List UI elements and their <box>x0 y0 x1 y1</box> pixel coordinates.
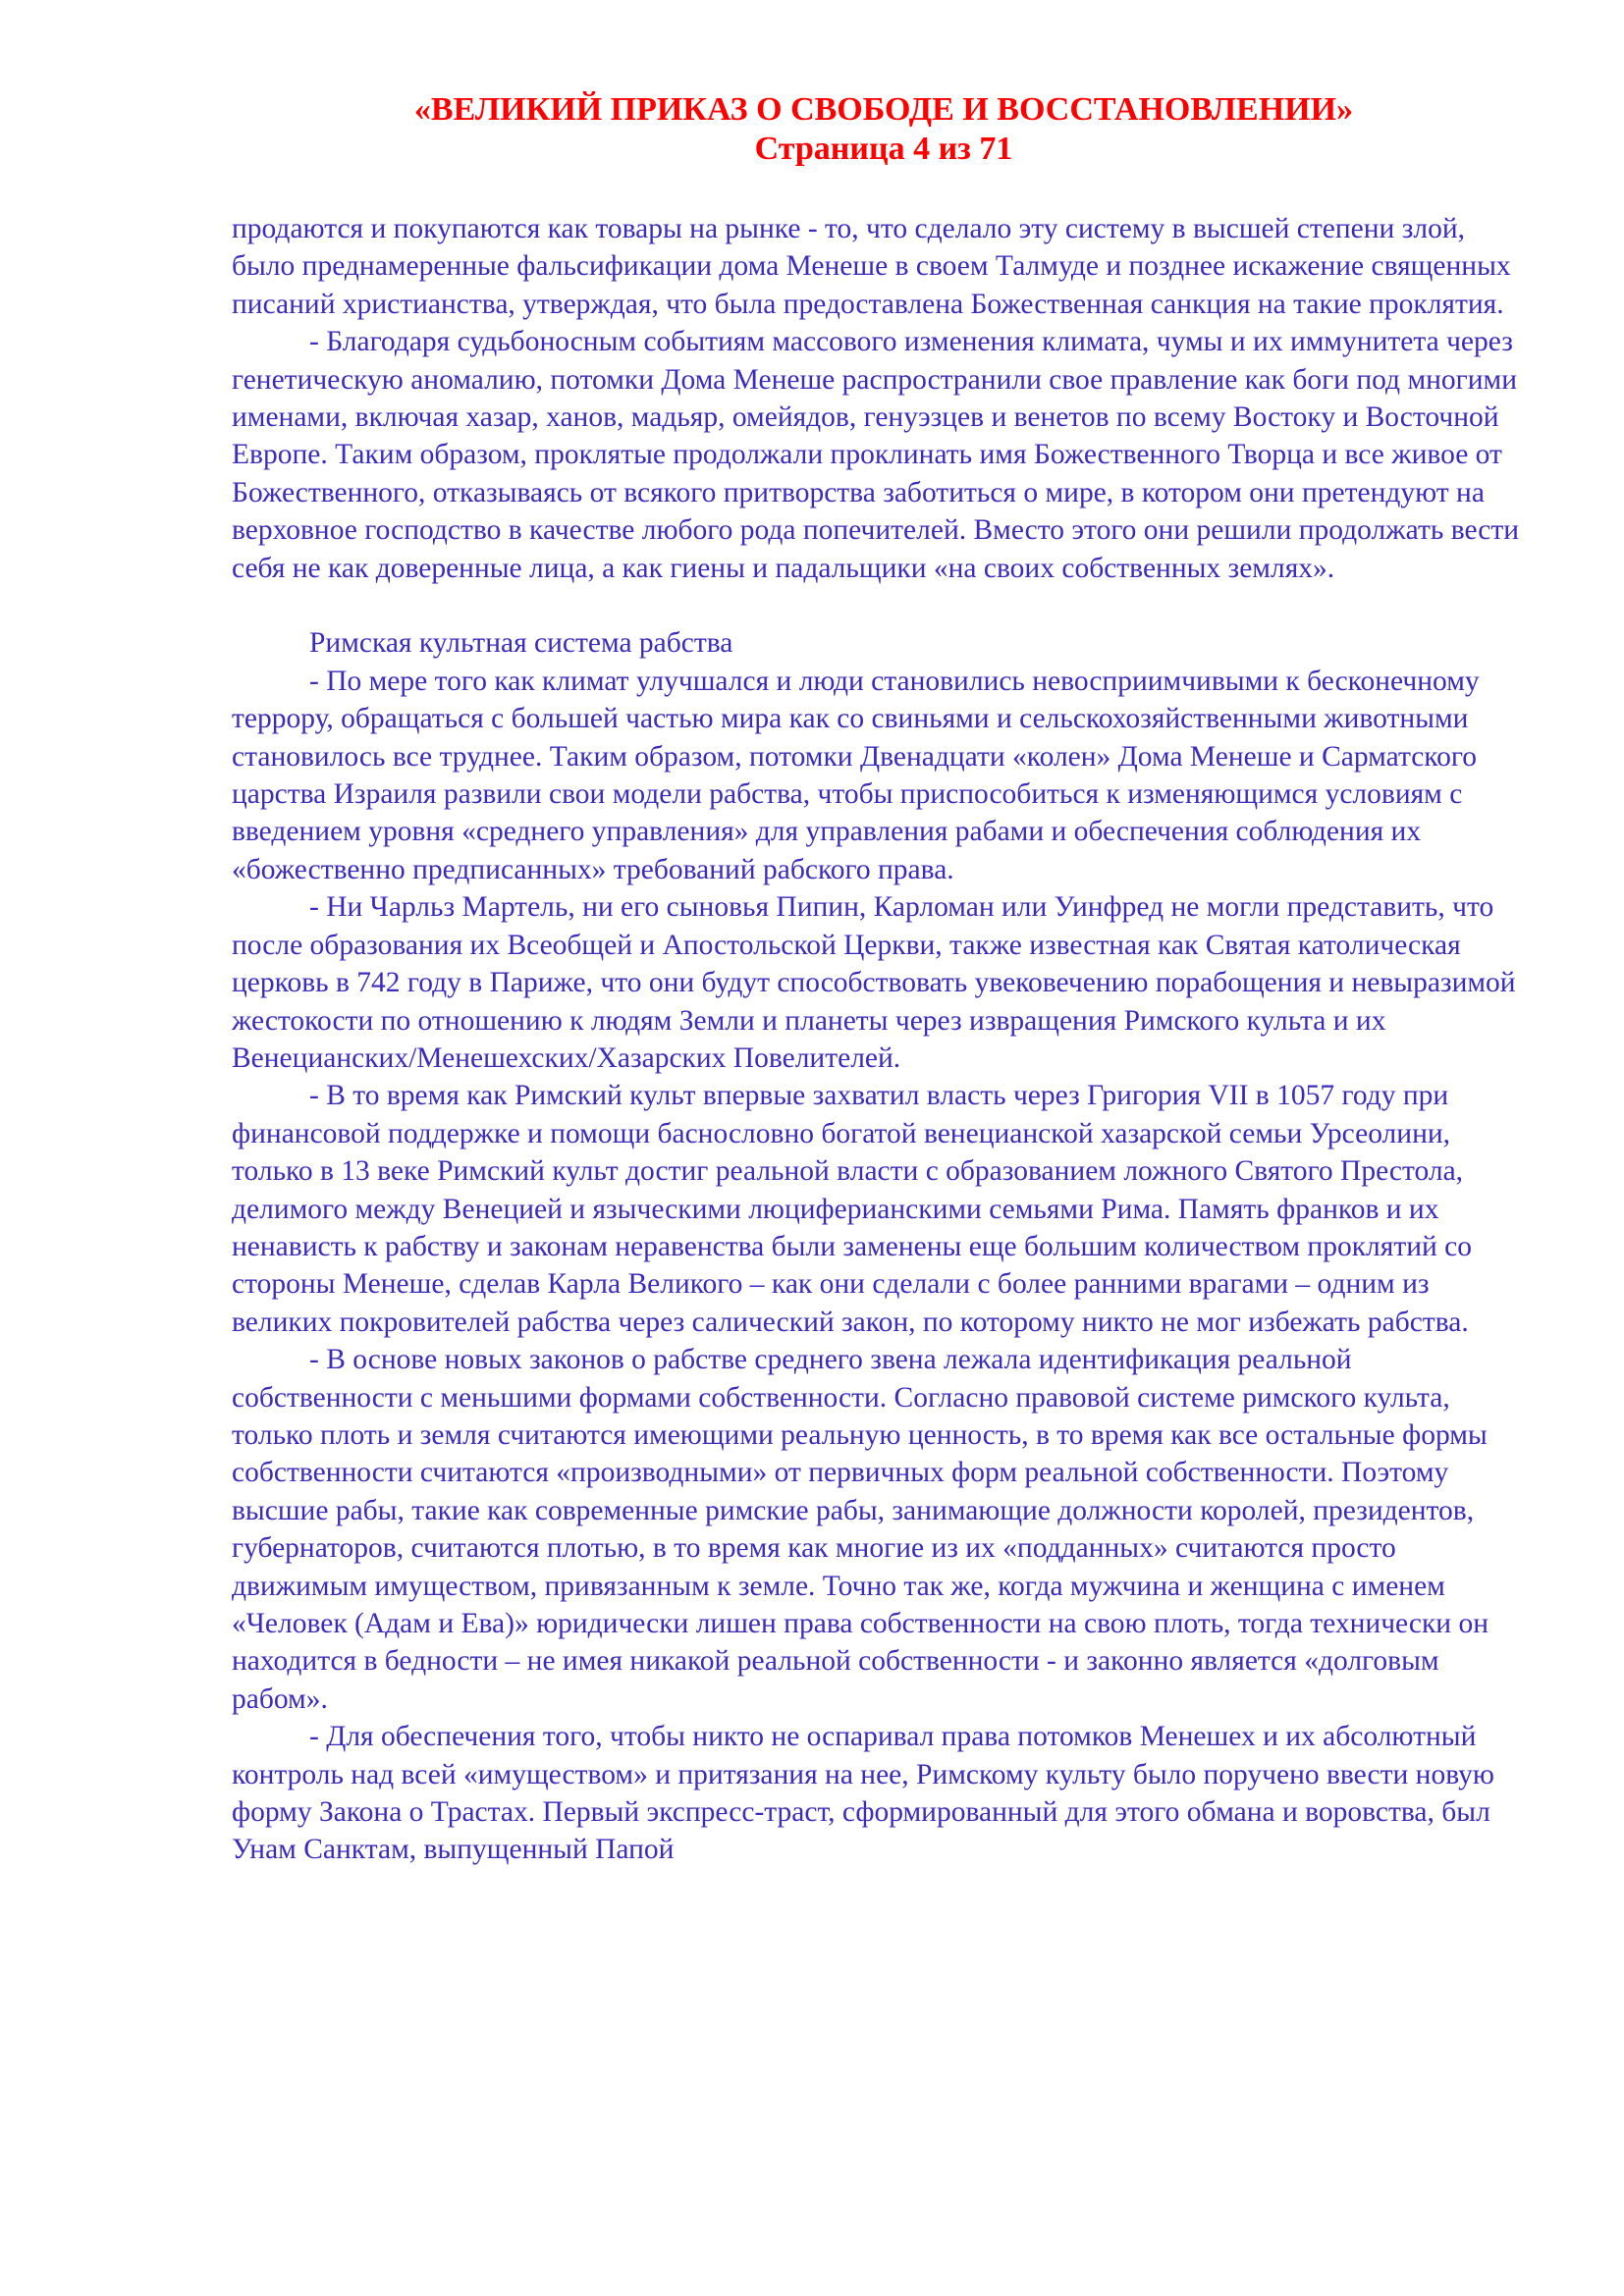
paragraph: - Для обеспечения того, чтобы никто не оспаривал права потомков Менешех и их абсолютный контроль над всей «имуществом» и притязания на нее, Римскому культу было поручено ввести новую форму Закона о Трастах. Первый экспресс-траст, сформированный для этого обмана и воровства, был Унам Санктам, выпущенный Папой <box>232 1721 1494 1866</box>
paragraph: - По мере того как климат улучшался и люди становились невосприимчивыми к бесконечному террору, обращаться с большей частью мира как со свиньями и сельскохозяйственными животными становилось все труднее. Таким образом, потомки Двенадцати «колен» Дома Менеше и Сарматского царства Израиля развили свои модели рабства, чтобы приспособиться к изменяющимся условиям с введением уровня «среднего управления» для управления рабами и обеспечения соблюдения их «божественно предписанных» требований рабского права. <box>232 665 1480 885</box>
paragraph: - В то время как Римский культ впервые захватил власть через Григория VII в 1057 году при финансовой поддержке и помощи баснословно богатой венецианской хазарской семьи Урсеолини, только в 13 веке Римский культ достиг реальной власти с образованием ложного Святого Престола, делимого между Венецией и языческими люциферианскими семьями Рима. Память франков и их ненависть к рабству и законам неравенства были заменены еще большим количеством проклятий со стороны Менеше, сделав Карла Великого – как они сделали с более ранними врагами – одним из великих покровителей рабства через салический закон, по которому никто не мог избежать рабства. <box>232 1080 1473 1338</box>
blank-line <box>232 587 1528 624</box>
document-title: «ВЕЛИКИЙ ПРИКАЗ О СВОБОДЕ И ВОССТАНОВЛЕНИИ» <box>413 91 1354 128</box>
paragraph: - Ни Чарльз Мартель, ни его сыновья Пипин, Карломан или Уинфред не могли представить, что после образования их Всеобщей и Апостольской Церкви, также известная как Святая католическая церковь в 742 году в Париже, что они будут способствовать увековечению порабощения и невыразимой жестокости по отношению к людям Земли и планеты через извращения Римского культа и их Венецианских/Менешехских/Хазарских Повелителей. <box>232 891 1516 1074</box>
page-header <box>196 90 1571 169</box>
document-body <box>232 210 1528 1869</box>
paragraph-continuation: продаются и покупаются как товары на рынке - то, что сделало эту систему в высшей степени злой, было преднамеренные фальсификации дома Менеше в своем Талмуде и позднее искажение священных писаний христианства, утверждая, что была предоставлена Божественная санкция на такие проклятия. <box>232 213 1511 320</box>
section-heading: Римская культная система рабства <box>309 627 733 660</box>
page-number: Страница 4 из 71 <box>754 131 1013 167</box>
paragraph: - Благодаря судьбоносным событиям массового изменения климата, чумы и их иммунитета через генетическую аномалию, потомки Дома Менеше распространили свое правление как боги под многими именами, включая хазар, ханов, мадьяр, омейядов, генуэзцев и венетов по всему Востоку и Восточной Европе. Таким образом, проклятые продолжали проклинать имя Божественного Творца и все живое от Божественного, отказываясь от всякого притворства заботиться о мире, в котором они претендуют на верховное господство в качестве любого рода попечителей. Вместо этого они решили продолжать вести себя не как доверенные лица, а как гиены и падальщики «на своих собственных землях». <box>232 326 1520 584</box>
paragraph: - В основе новых законов о рабстве среднего звена лежала идентификация реальной собственности с меньшими формами собственности. Согласно правовой системе римского культа, только плоть и земля считаются имеющими реальную ценность, в то время как все остальные формы собственности считаются «производными» от первичных форм реальной собственности. Поэтому высшие рабы, такие как современные римские рабы, занимающие должности королей, президентов, губернаторов, считаются плотью, в то время как многие из их «подданных» считаются просто движимым имуществом, привязанным к земле. Точно так же, когда мужчина и женщина с именем «Человек (Адам и Ева)» юридически лишен права собственности на свою плоть, тогда технически он находится в бедности – не имея никакой реальной собственности - и законно является «долговым рабом». <box>232 1344 1489 1715</box>
